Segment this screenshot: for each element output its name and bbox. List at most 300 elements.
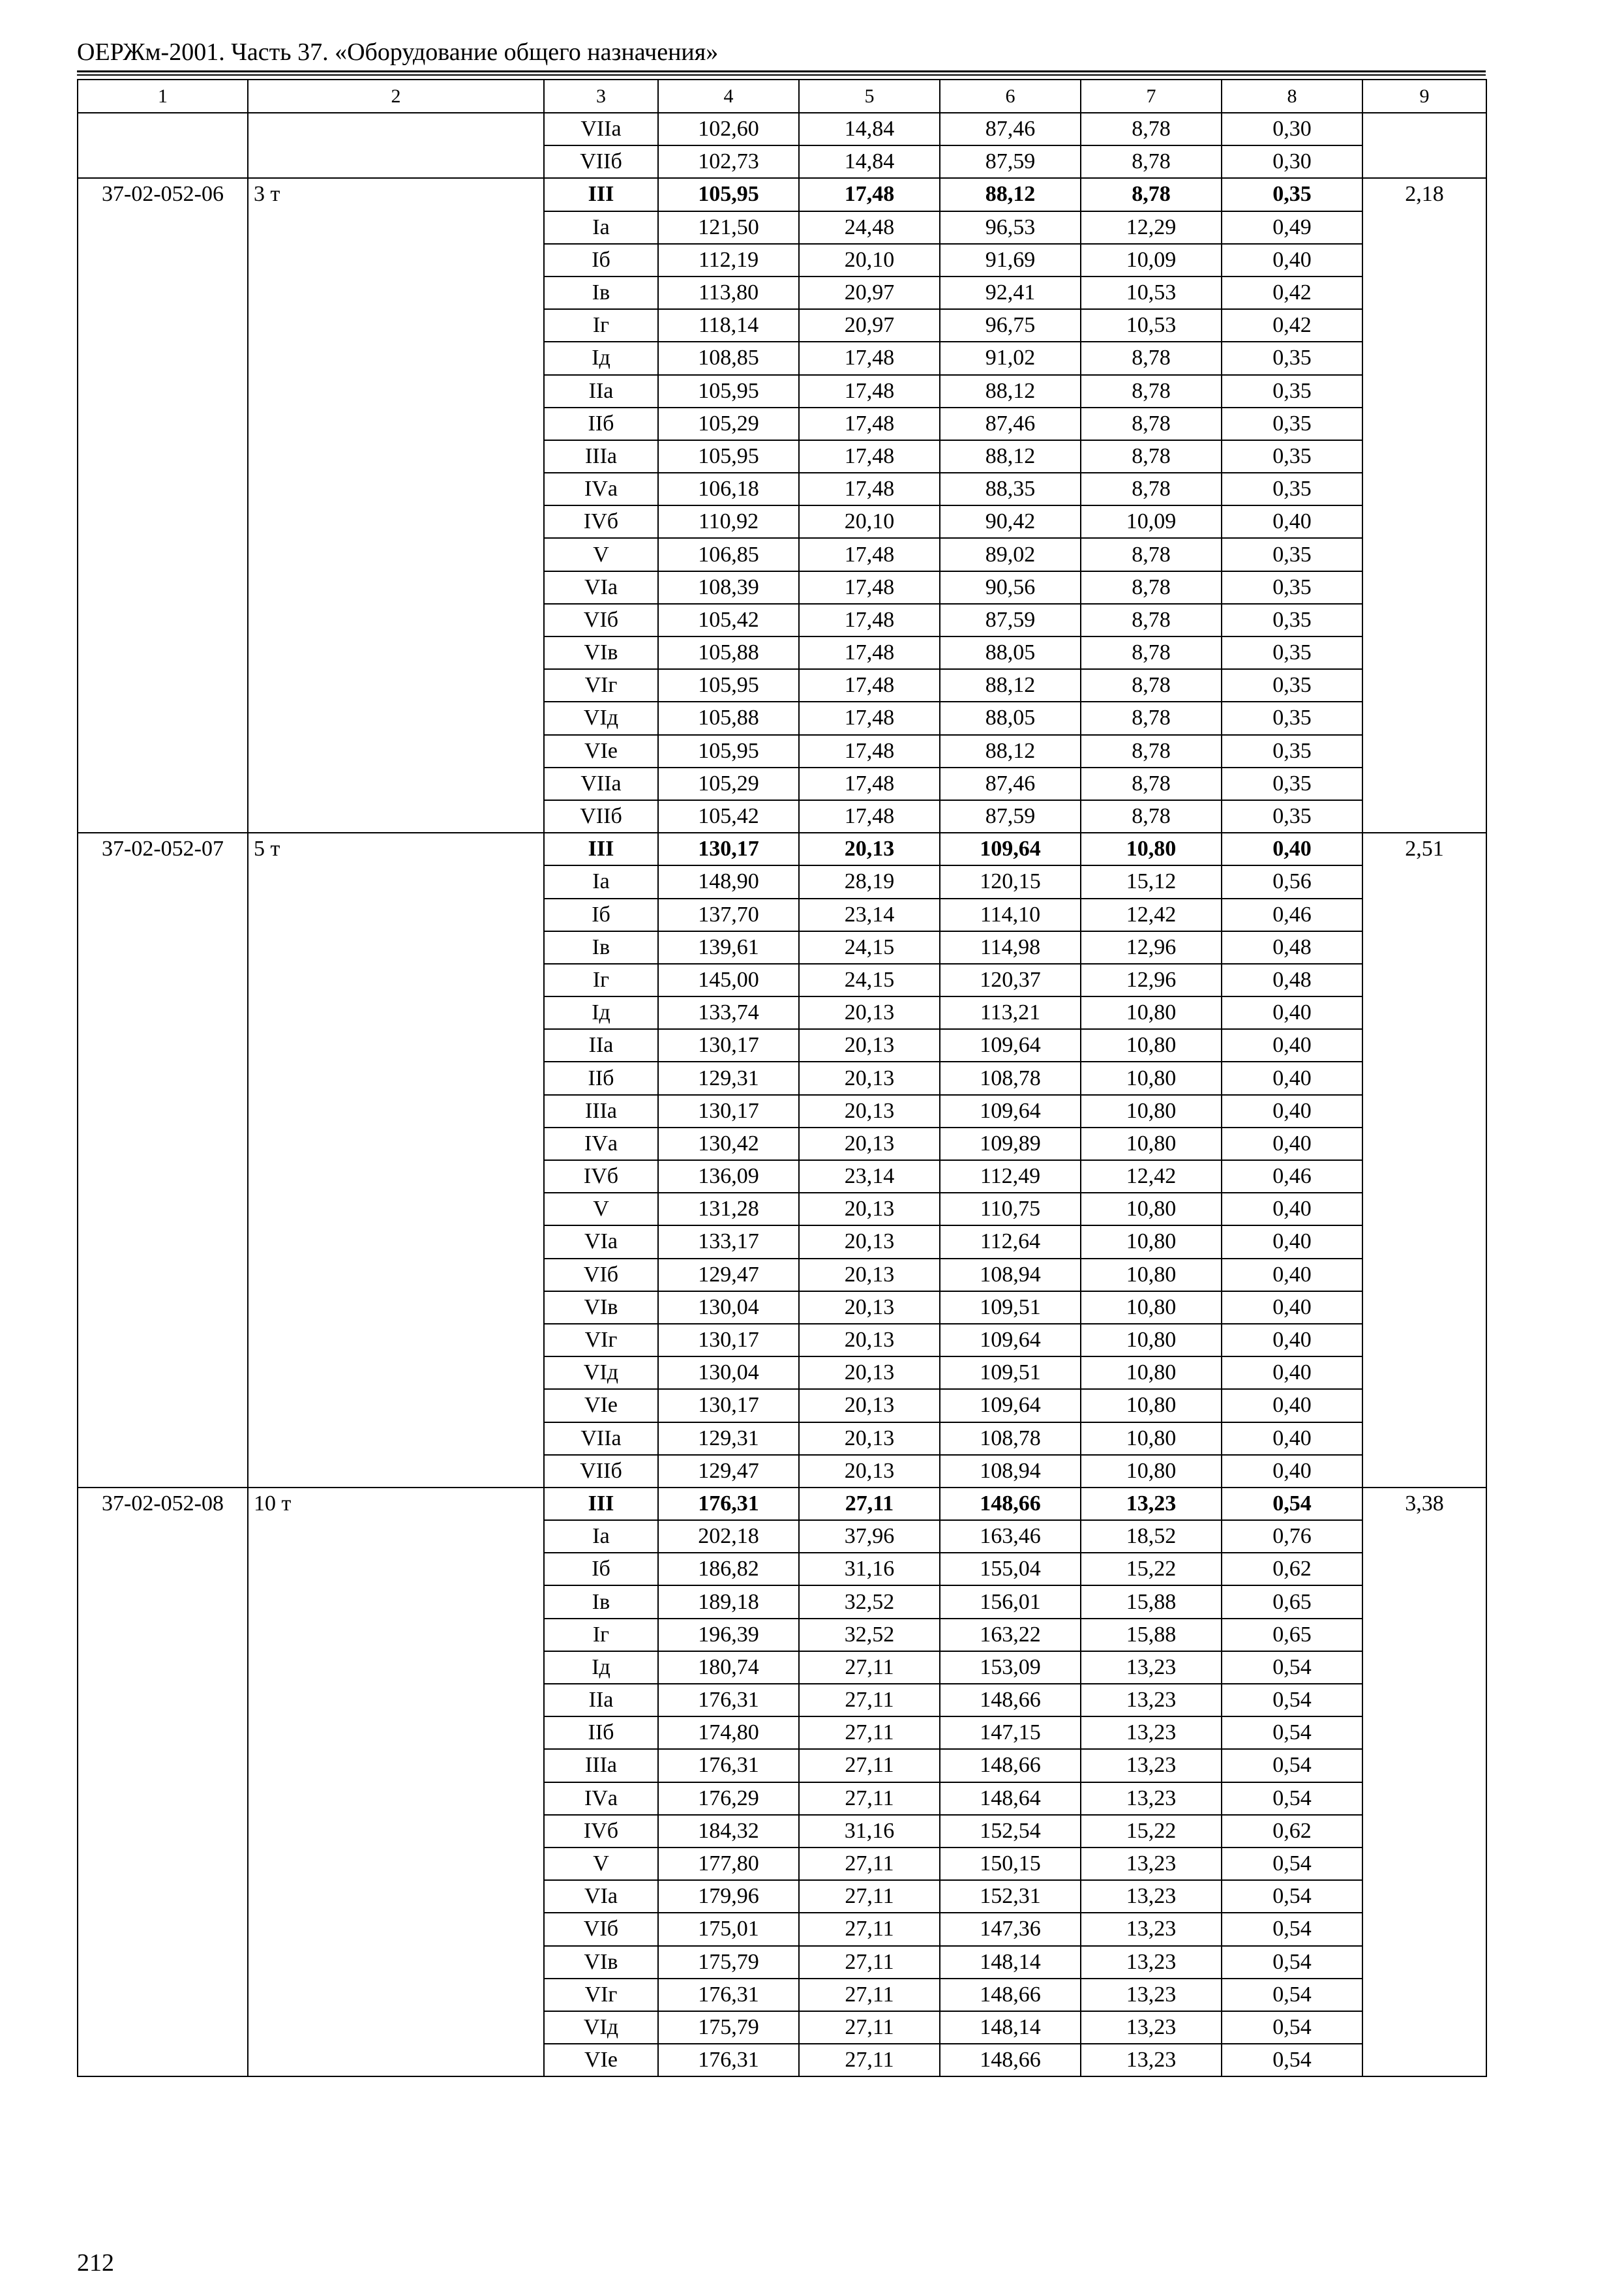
value-cell: 8,78: [1081, 636, 1222, 669]
zone-cell: VIе: [544, 735, 658, 768]
value-cell: 179,96: [658, 1880, 799, 1913]
column-header: 4: [658, 80, 799, 113]
value-cell: 20,13: [799, 1193, 940, 1225]
value-cell: 8,78: [1081, 375, 1222, 408]
value-cell: 27,11: [799, 1684, 940, 1716]
value-cell: 8,78: [1081, 145, 1222, 178]
value-cell: 27,11: [799, 2044, 940, 2076]
value-cell: 130,17: [658, 1029, 799, 1062]
value-cell: 152,31: [940, 1880, 1081, 1913]
value-cell: 130,17: [658, 833, 799, 865]
zone-cell: Iв: [544, 1585, 658, 1618]
value-cell: 0,40: [1222, 1356, 1362, 1389]
zone-cell: IVа: [544, 1128, 658, 1160]
value-cell: 136,09: [658, 1160, 799, 1193]
column-9-cell: 2,18: [1362, 178, 1486, 833]
value-cell: 0,35: [1222, 538, 1362, 571]
value-cell: 17,48: [799, 178, 940, 211]
value-cell: 17,48: [799, 604, 940, 636]
value-cell: 113,21: [940, 996, 1081, 1029]
value-cell: 10,80: [1081, 1062, 1222, 1094]
value-cell: 0,54: [1222, 2011, 1362, 2044]
value-cell: 10,80: [1081, 1291, 1222, 1324]
zone-cell: VIIб: [544, 145, 658, 178]
value-cell: 87,46: [940, 768, 1081, 800]
value-cell: 176,31: [658, 1979, 799, 2011]
value-cell: 105,88: [658, 636, 799, 669]
value-cell: 176,31: [658, 1749, 799, 1782]
value-cell: 0,40: [1222, 833, 1362, 865]
value-cell: 196,39: [658, 1619, 799, 1651]
value-cell: 8,78: [1081, 768, 1222, 800]
zone-cell: VIв: [544, 1946, 658, 1979]
value-cell: 130,17: [658, 1324, 799, 1356]
value-cell: 112,64: [940, 1225, 1081, 1258]
value-cell: 8,78: [1081, 113, 1222, 145]
value-cell: 152,54: [940, 1815, 1081, 1848]
value-cell: 0,40: [1222, 505, 1362, 538]
value-cell: 108,94: [940, 1259, 1081, 1291]
column-number-row: [78, 80, 1486, 113]
value-cell: 108,94: [940, 1455, 1081, 1488]
value-cell: 27,11: [799, 2011, 940, 2044]
value-cell: 92,41: [940, 277, 1081, 309]
zone-cell: VIе: [544, 1389, 658, 1422]
zone-cell: IVа: [544, 473, 658, 505]
value-cell: 0,40: [1222, 1324, 1362, 1356]
value-cell: 0,65: [1222, 1619, 1362, 1651]
value-cell: 87,46: [940, 408, 1081, 440]
value-cell: 8,78: [1081, 571, 1222, 604]
rate-name-cell: 3 т: [248, 178, 544, 833]
rate-name-cell: 5 т: [248, 833, 544, 1488]
value-cell: 174,80: [658, 1716, 799, 1749]
value-cell: 15,22: [1081, 1553, 1222, 1585]
value-cell: 8,78: [1081, 178, 1222, 211]
value-cell: 10,80: [1081, 833, 1222, 865]
zone-cell: V: [544, 538, 658, 571]
value-cell: 13,23: [1081, 1749, 1222, 1782]
value-cell: 0,56: [1222, 865, 1362, 898]
value-cell: 0,54: [1222, 1684, 1362, 1716]
value-cell: 10,80: [1081, 1389, 1222, 1422]
header-rule-secondary: [77, 74, 1486, 76]
value-cell: 130,17: [658, 1095, 799, 1128]
value-cell: 13,23: [1081, 1716, 1222, 1749]
value-cell: 137,70: [658, 899, 799, 931]
zone-cell: Iд: [544, 1651, 658, 1684]
rate-name-cell: [248, 113, 544, 178]
value-cell: 10,80: [1081, 996, 1222, 1029]
value-cell: 0,40: [1222, 1259, 1362, 1291]
value-cell: 102,60: [658, 113, 799, 145]
value-cell: 20,13: [799, 1455, 940, 1488]
zone-cell: Iг: [544, 964, 658, 996]
value-cell: 88,12: [940, 669, 1081, 702]
value-cell: 130,04: [658, 1291, 799, 1324]
value-cell: 0,40: [1222, 1029, 1362, 1062]
value-cell: 120,37: [940, 964, 1081, 996]
value-cell: 150,15: [940, 1848, 1081, 1880]
value-cell: 88,05: [940, 702, 1081, 734]
value-cell: 17,48: [799, 571, 940, 604]
value-cell: 105,29: [658, 768, 799, 800]
zone-cell: VIIб: [544, 1455, 658, 1488]
table-row: [78, 833, 1486, 865]
zone-cell: Iа: [544, 211, 658, 244]
value-cell: 8,78: [1081, 800, 1222, 833]
value-cell: 0,35: [1222, 178, 1362, 211]
zone-cell: Iа: [544, 1520, 658, 1553]
rate-code-cell: 37-02-052-06: [78, 178, 248, 833]
column-9-cell: 3,38: [1362, 1488, 1486, 2076]
value-cell: 0,40: [1222, 1193, 1362, 1225]
zone-cell: Iд: [544, 996, 658, 1029]
value-cell: 176,31: [658, 2044, 799, 2076]
value-cell: 17,48: [799, 636, 940, 669]
value-cell: 32,52: [799, 1619, 940, 1651]
value-cell: 148,66: [940, 1684, 1081, 1716]
value-cell: 114,10: [940, 899, 1081, 931]
value-cell: 121,50: [658, 211, 799, 244]
zone-cell: V: [544, 1848, 658, 1880]
value-cell: 17,48: [799, 375, 940, 408]
value-cell: 8,78: [1081, 342, 1222, 374]
value-cell: 15,88: [1081, 1585, 1222, 1618]
value-cell: 17,48: [799, 702, 940, 734]
value-cell: 105,95: [658, 669, 799, 702]
value-cell: 10,53: [1081, 309, 1222, 342]
value-cell: 20,13: [799, 1422, 940, 1455]
zone-cell: IVб: [544, 1160, 658, 1193]
value-cell: 10,80: [1081, 1259, 1222, 1291]
value-cell: 105,95: [658, 375, 799, 408]
value-cell: 0,35: [1222, 440, 1362, 473]
value-cell: 23,14: [799, 899, 940, 931]
value-cell: 15,12: [1081, 865, 1222, 898]
value-cell: 184,32: [658, 1815, 799, 1848]
value-cell: 175,01: [658, 1913, 799, 1945]
column-header: 6: [940, 80, 1081, 113]
value-cell: 148,66: [940, 1488, 1081, 1520]
value-cell: 0,65: [1222, 1585, 1362, 1618]
value-cell: 0,40: [1222, 1225, 1362, 1258]
rate-code-cell: 37-02-052-07: [78, 833, 248, 1488]
value-cell: 10,80: [1081, 1193, 1222, 1225]
value-cell: 13,23: [1081, 1946, 1222, 1979]
zone-cell: IIб: [544, 1062, 658, 1094]
value-cell: 17,48: [799, 768, 940, 800]
value-cell: 0,54: [1222, 1880, 1362, 1913]
value-cell: 148,14: [940, 1946, 1081, 1979]
value-cell: 109,64: [940, 833, 1081, 865]
zone-cell: Iд: [544, 342, 658, 374]
zone-cell: IVа: [544, 1782, 658, 1815]
value-cell: 23,14: [799, 1160, 940, 1193]
page-header: [77, 38, 1486, 76]
zone-cell: Iв: [544, 277, 658, 309]
value-cell: 10,09: [1081, 244, 1222, 277]
value-cell: 105,95: [658, 440, 799, 473]
zone-cell: Iб: [544, 244, 658, 277]
value-cell: 8,78: [1081, 735, 1222, 768]
value-cell: 27,11: [799, 1782, 940, 1815]
value-cell: 13,23: [1081, 1488, 1222, 1520]
value-cell: 91,02: [940, 342, 1081, 374]
zone-cell: VIIб: [544, 800, 658, 833]
value-cell: 27,11: [799, 1880, 940, 1913]
value-cell: 20,97: [799, 277, 940, 309]
value-cell: 163,22: [940, 1619, 1081, 1651]
value-cell: 20,10: [799, 244, 940, 277]
value-cell: 20,13: [799, 1029, 940, 1062]
value-cell: 176,31: [658, 1684, 799, 1716]
value-cell: 0,54: [1222, 2044, 1362, 2076]
value-cell: 0,35: [1222, 669, 1362, 702]
column-header: 2: [248, 80, 544, 113]
column-header: 5: [799, 80, 940, 113]
zone-cell: VIIа: [544, 768, 658, 800]
value-cell: 131,28: [658, 1193, 799, 1225]
value-cell: 0,35: [1222, 636, 1362, 669]
value-cell: 20,13: [799, 1389, 940, 1422]
value-cell: 15,88: [1081, 1619, 1222, 1651]
value-cell: 8,78: [1081, 669, 1222, 702]
value-cell: 133,17: [658, 1225, 799, 1258]
value-cell: 0,40: [1222, 1062, 1362, 1094]
value-cell: 108,78: [940, 1062, 1081, 1094]
value-cell: 88,12: [940, 178, 1081, 211]
value-cell: 129,31: [658, 1062, 799, 1094]
value-cell: 176,29: [658, 1782, 799, 1815]
value-cell: 0,40: [1222, 244, 1362, 277]
zone-cell: VIг: [544, 1324, 658, 1356]
value-cell: 20,13: [799, 833, 940, 865]
value-cell: 118,14: [658, 309, 799, 342]
value-cell: 89,02: [940, 538, 1081, 571]
column-header: 9: [1362, 80, 1486, 113]
value-cell: 109,64: [940, 1324, 1081, 1356]
value-cell: 13,23: [1081, 2011, 1222, 2044]
zone-cell: VIа: [544, 1880, 658, 1913]
zone-cell: Iб: [544, 899, 658, 931]
value-cell: 145,00: [658, 964, 799, 996]
value-cell: 0,54: [1222, 1913, 1362, 1945]
zone-cell: Iв: [544, 931, 658, 964]
value-cell: 90,56: [940, 571, 1081, 604]
value-cell: 88,12: [940, 375, 1081, 408]
value-cell: 18,52: [1081, 1520, 1222, 1553]
value-cell: 202,18: [658, 1520, 799, 1553]
value-cell: 17,48: [799, 800, 940, 833]
value-cell: 148,64: [940, 1782, 1081, 1815]
value-cell: 130,42: [658, 1128, 799, 1160]
value-cell: 0,48: [1222, 931, 1362, 964]
zone-cell: VIб: [544, 604, 658, 636]
value-cell: 0,35: [1222, 800, 1362, 833]
value-cell: 0,62: [1222, 1815, 1362, 1848]
value-cell: 20,13: [799, 1291, 940, 1324]
value-cell: 0,40: [1222, 996, 1362, 1029]
value-cell: 10,09: [1081, 505, 1222, 538]
value-cell: 88,05: [940, 636, 1081, 669]
page-title: ОЕРЖм-2001. Часть 37. «Оборудование общего назначения»: [77, 38, 719, 66]
value-cell: 0,46: [1222, 899, 1362, 931]
column-9-cell: [1362, 113, 1486, 178]
value-cell: 186,82: [658, 1553, 799, 1585]
value-cell: 13,23: [1081, 1848, 1222, 1880]
value-cell: 8,78: [1081, 604, 1222, 636]
value-cell: 176,31: [658, 1488, 799, 1520]
value-cell: 148,90: [658, 865, 799, 898]
value-cell: 112,19: [658, 244, 799, 277]
value-cell: 105,29: [658, 408, 799, 440]
value-cell: 88,12: [940, 735, 1081, 768]
value-cell: 20,13: [799, 1095, 940, 1128]
column-9-cell: 2,51: [1362, 833, 1486, 1488]
zone-cell: VIе: [544, 2044, 658, 2076]
value-cell: 129,47: [658, 1259, 799, 1291]
value-cell: 0,35: [1222, 768, 1362, 800]
value-cell: 27,11: [799, 1488, 940, 1520]
value-cell: 0,76: [1222, 1520, 1362, 1553]
value-cell: 88,12: [940, 440, 1081, 473]
zone-cell: Iа: [544, 865, 658, 898]
zone-cell: VIIа: [544, 1422, 658, 1455]
value-cell: 17,48: [799, 735, 940, 768]
value-cell: 0,40: [1222, 1422, 1362, 1455]
rate-name-cell: 10 т: [248, 1488, 544, 2076]
value-cell: 105,88: [658, 702, 799, 734]
value-cell: 90,42: [940, 505, 1081, 538]
zone-cell: IIIа: [544, 1095, 658, 1128]
zone-cell: Iб: [544, 1553, 658, 1585]
value-cell: 87,59: [940, 145, 1081, 178]
value-cell: 27,11: [799, 1716, 940, 1749]
value-cell: 14,84: [799, 113, 940, 145]
zone-cell: VIд: [544, 702, 658, 734]
value-cell: 148,66: [940, 2044, 1081, 2076]
value-cell: 12,96: [1081, 931, 1222, 964]
value-cell: 0,54: [1222, 1946, 1362, 1979]
value-cell: 96,53: [940, 211, 1081, 244]
value-cell: 0,30: [1222, 113, 1362, 145]
value-cell: 27,11: [799, 1913, 940, 1945]
value-cell: 8,78: [1081, 538, 1222, 571]
value-cell: 8,78: [1081, 473, 1222, 505]
zone-cell: VIб: [544, 1913, 658, 1945]
zone-cell: IIб: [544, 1716, 658, 1749]
value-cell: 147,15: [940, 1716, 1081, 1749]
value-cell: 0,35: [1222, 342, 1362, 374]
value-cell: 10,80: [1081, 1225, 1222, 1258]
value-cell: 10,53: [1081, 277, 1222, 309]
zone-cell: III: [544, 833, 658, 865]
value-cell: 105,95: [658, 735, 799, 768]
value-cell: 27,11: [799, 1749, 940, 1782]
value-cell: 0,35: [1222, 375, 1362, 408]
zone-cell: IVб: [544, 1815, 658, 1848]
value-cell: 120,15: [940, 865, 1081, 898]
value-cell: 0,35: [1222, 408, 1362, 440]
value-cell: 175,79: [658, 2011, 799, 2044]
zone-cell: VIг: [544, 1979, 658, 2011]
value-cell: 91,69: [940, 244, 1081, 277]
value-cell: 87,46: [940, 113, 1081, 145]
value-cell: 20,13: [799, 1128, 940, 1160]
value-cell: 153,09: [940, 1651, 1081, 1684]
zone-cell: VIд: [544, 1356, 658, 1389]
value-cell: 20,13: [799, 1225, 940, 1258]
zone-cell: Iг: [544, 309, 658, 342]
value-cell: 108,39: [658, 571, 799, 604]
zone-cell: VIг: [544, 669, 658, 702]
zone-cell: IIб: [544, 408, 658, 440]
value-cell: 0,54: [1222, 1716, 1362, 1749]
zone-cell: IIа: [544, 1684, 658, 1716]
value-cell: 8,78: [1081, 440, 1222, 473]
value-cell: 17,48: [799, 473, 940, 505]
value-cell: 0,54: [1222, 1848, 1362, 1880]
zone-cell: VIб: [544, 1259, 658, 1291]
value-cell: 17,48: [799, 538, 940, 571]
zone-cell: Iг: [544, 1619, 658, 1651]
value-cell: 20,13: [799, 1062, 940, 1094]
value-cell: 12,29: [1081, 211, 1222, 244]
zone-cell: IIа: [544, 375, 658, 408]
rate-code-cell: 37-02-052-08: [78, 1488, 248, 2076]
value-cell: 24,15: [799, 931, 940, 964]
value-cell: 13,23: [1081, 1651, 1222, 1684]
value-cell: 156,01: [940, 1585, 1081, 1618]
value-cell: 17,48: [799, 408, 940, 440]
value-cell: 20,13: [799, 1324, 940, 1356]
value-cell: 0,54: [1222, 1979, 1362, 2011]
value-cell: 109,64: [940, 1029, 1081, 1062]
value-cell: 0,35: [1222, 604, 1362, 636]
zone-cell: IIа: [544, 1029, 658, 1062]
value-cell: 20,97: [799, 309, 940, 342]
value-cell: 10,80: [1081, 1324, 1222, 1356]
value-cell: 109,51: [940, 1356, 1081, 1389]
value-cell: 37,96: [799, 1520, 940, 1553]
column-header: 1: [78, 80, 248, 113]
value-cell: 102,73: [658, 145, 799, 178]
value-cell: 31,16: [799, 1553, 940, 1585]
value-cell: 10,80: [1081, 1455, 1222, 1488]
value-cell: 108,78: [940, 1422, 1081, 1455]
table-row: [78, 178, 1486, 211]
value-cell: 0,30: [1222, 145, 1362, 178]
value-cell: 0,54: [1222, 1782, 1362, 1815]
value-cell: 109,64: [940, 1095, 1081, 1128]
value-cell: 155,04: [940, 1553, 1081, 1585]
value-cell: 113,80: [658, 277, 799, 309]
table-row: [78, 113, 1486, 145]
zone-cell: IIIа: [544, 440, 658, 473]
value-cell: 148,66: [940, 1749, 1081, 1782]
value-cell: 87,59: [940, 604, 1081, 636]
value-cell: 13,23: [1081, 2044, 1222, 2076]
value-cell: 24,15: [799, 964, 940, 996]
value-cell: 20,13: [799, 1356, 940, 1389]
value-cell: 133,74: [658, 996, 799, 1029]
value-cell: 24,48: [799, 211, 940, 244]
value-cell: 8,78: [1081, 408, 1222, 440]
value-cell: 31,16: [799, 1815, 940, 1848]
column-header: 8: [1222, 80, 1362, 113]
rate-code-cell: [78, 113, 248, 178]
